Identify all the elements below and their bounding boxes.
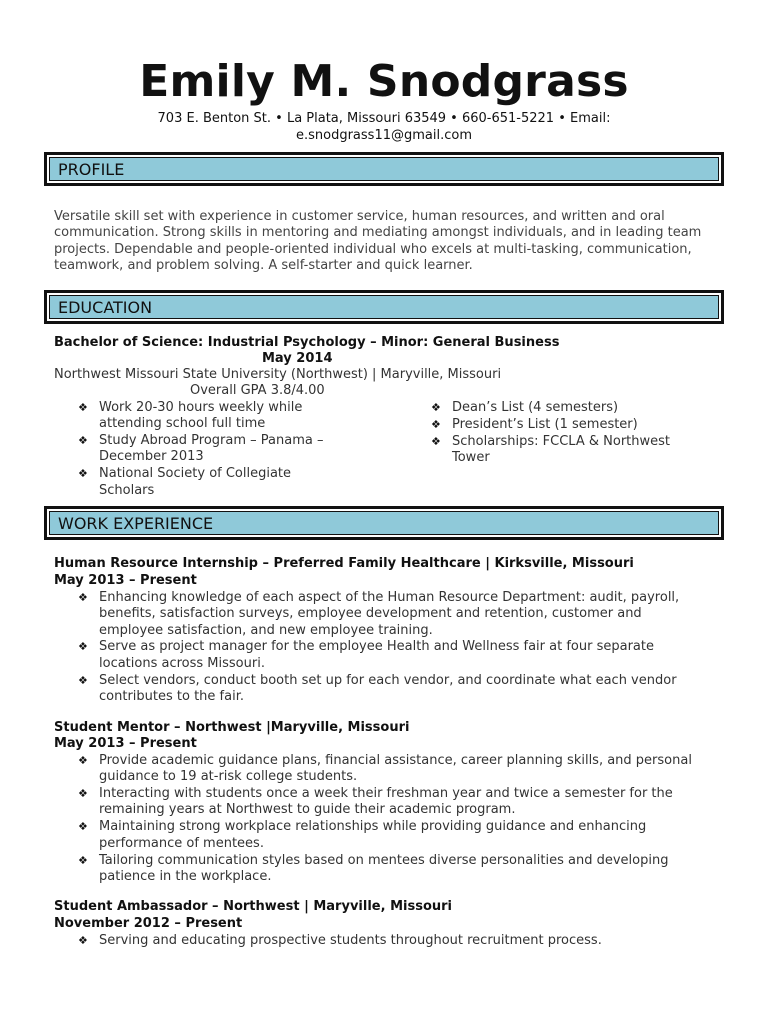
bullet-text: Interacting with students once a week their freshman year and twice a semester for the remaining years at Northwest to guide their academic program. bbox=[99, 786, 673, 818]
diamond-bullet-icon: ❖ bbox=[78, 934, 88, 947]
job-bullets bbox=[78, 933, 708, 950]
diamond-bullet-icon: ❖ bbox=[78, 754, 88, 767]
bullet-item bbox=[78, 400, 350, 433]
bullet-item bbox=[78, 753, 708, 786]
bullet-text: Study Abroad Program – Panama – December 2013 bbox=[99, 433, 324, 465]
bullet-item bbox=[78, 786, 708, 819]
job-dates: May 2013 – Present bbox=[54, 736, 197, 751]
diamond-bullet-icon: ❖ bbox=[78, 401, 88, 414]
degree: Bachelor of Science: Industrial Psychology – Minor: General Business bbox=[54, 335, 560, 350]
education-left-bullets bbox=[78, 400, 350, 500]
school: Northwest Missouri State University (Northwest) | Maryville, Missouri bbox=[54, 367, 502, 382]
diamond-bullet-icon: ❖ bbox=[78, 673, 88, 687]
profile-section-bar bbox=[44, 152, 724, 186]
diamond-bullet-icon: ❖ bbox=[431, 434, 441, 448]
diamond-bullet-icon: ❖ bbox=[78, 820, 88, 834]
work-heading: WORK EXPERIENCE bbox=[49, 511, 719, 535]
contact-email: e.snodgrass11@gmail.com bbox=[295, 128, 472, 143]
job-dates: May 2013 – Present bbox=[54, 573, 197, 588]
education-heading: EDUCATION bbox=[49, 295, 719, 319]
profile-heading: PROFILE bbox=[49, 157, 719, 181]
gpa: Overall GPA 3.8/4.00 bbox=[190, 383, 325, 398]
bullet-text: Tailoring communication styles based on mentees diverse personalities and developing patience in the workplace. bbox=[99, 852, 669, 884]
job-title: Student Mentor – Northwest |Maryville, Missouri bbox=[54, 720, 410, 735]
bullet-item bbox=[78, 433, 350, 466]
bullet-item bbox=[78, 466, 350, 499]
bullet-text: Scholarships: FCCLA & Northwest Tower bbox=[452, 433, 671, 466]
diamond-bullet-icon: ❖ bbox=[78, 787, 88, 801]
diamond-bullet-icon: ❖ bbox=[78, 467, 88, 481]
candidate-name: Emily M. Snodgrass bbox=[139, 56, 629, 107]
job-title: Student Ambassador – Northwest | Maryville, Missouri bbox=[54, 899, 452, 914]
bullet-text: Dean’s List (4 semesters) bbox=[452, 400, 619, 415]
bullet-text: National Society of Collegiate Scholars bbox=[99, 466, 292, 498]
bullet-item bbox=[78, 639, 698, 672]
bullet-text: Serving and educating prospective students throughout recruitment process. bbox=[99, 933, 602, 948]
diamond-bullet-icon: ❖ bbox=[431, 417, 441, 431]
bullet-text: Enhancing knowledge of each aspect of the Human Resource Department: audit, payroll, benefits, satisfaction surveys, employee development and retention, customer and employee satisfaction, and new employee training. bbox=[99, 590, 680, 638]
education-section-bar bbox=[44, 290, 724, 324]
bullet-item bbox=[431, 400, 691, 416]
contact-line-1: 703 E. Benton St. • La Plata, Missouri 63549 • 660-651-5221 • Email: bbox=[157, 111, 611, 126]
bullet-text: Provide academic guidance plans, financial assistance, career planning skills, and personal guidance to 19 at-risk college students. bbox=[99, 753, 692, 785]
work-section-bar bbox=[44, 506, 724, 540]
diamond-bullet-icon: ❖ bbox=[431, 401, 441, 414]
bullet-item bbox=[78, 673, 698, 706]
bullet-text: Serve as project manager for the employee Health and Wellness fair at four separate locations across Missouri. bbox=[99, 639, 654, 671]
contact-info bbox=[120, 110, 648, 144]
diamond-bullet-icon: ❖ bbox=[78, 434, 88, 448]
graduation-date: May 2014 bbox=[262, 351, 333, 366]
bullet-text: Select vendors, conduct booth set up for each vendor, and coordinate what each vendor contributes to the fair. bbox=[99, 672, 677, 704]
job-bullets bbox=[78, 753, 708, 886]
bullet-item bbox=[78, 819, 708, 852]
education-right-bullets bbox=[431, 400, 691, 467]
bullet-text: President’s List (1 semester) bbox=[452, 416, 638, 432]
profile-text: Versatile skill set with experience in customer service, human resources, and written and oral communication. Strong skills in mentoring and mediating amongst individuals, and in leading team projects. Dependable and people-oriented individual who excels at multi-tasking, communication, teamwork, and problem solving. A self-starter and quick learner. bbox=[54, 209, 702, 273]
bullet-item bbox=[431, 434, 691, 467]
bullet-item bbox=[78, 590, 698, 639]
job-bullets bbox=[78, 590, 698, 706]
bullet-item bbox=[78, 853, 708, 886]
bullet-text: Work 20-30 hours weekly while attending school full time bbox=[99, 400, 303, 432]
diamond-bullet-icon: ❖ bbox=[78, 591, 88, 604]
diamond-bullet-icon: ❖ bbox=[78, 853, 88, 867]
bullet-item bbox=[431, 417, 691, 433]
bullet-text: Maintaining strong workplace relationships while providing guidance and enhancing performance of mentees. bbox=[99, 819, 647, 851]
diamond-bullet-icon: ❖ bbox=[78, 640, 88, 654]
job-title: Human Resource Internship – Preferred Family Healthcare | Kirksville, Missouri bbox=[54, 556, 634, 571]
job-dates: November 2012 – Present bbox=[54, 916, 243, 931]
bullet-item bbox=[78, 933, 708, 949]
